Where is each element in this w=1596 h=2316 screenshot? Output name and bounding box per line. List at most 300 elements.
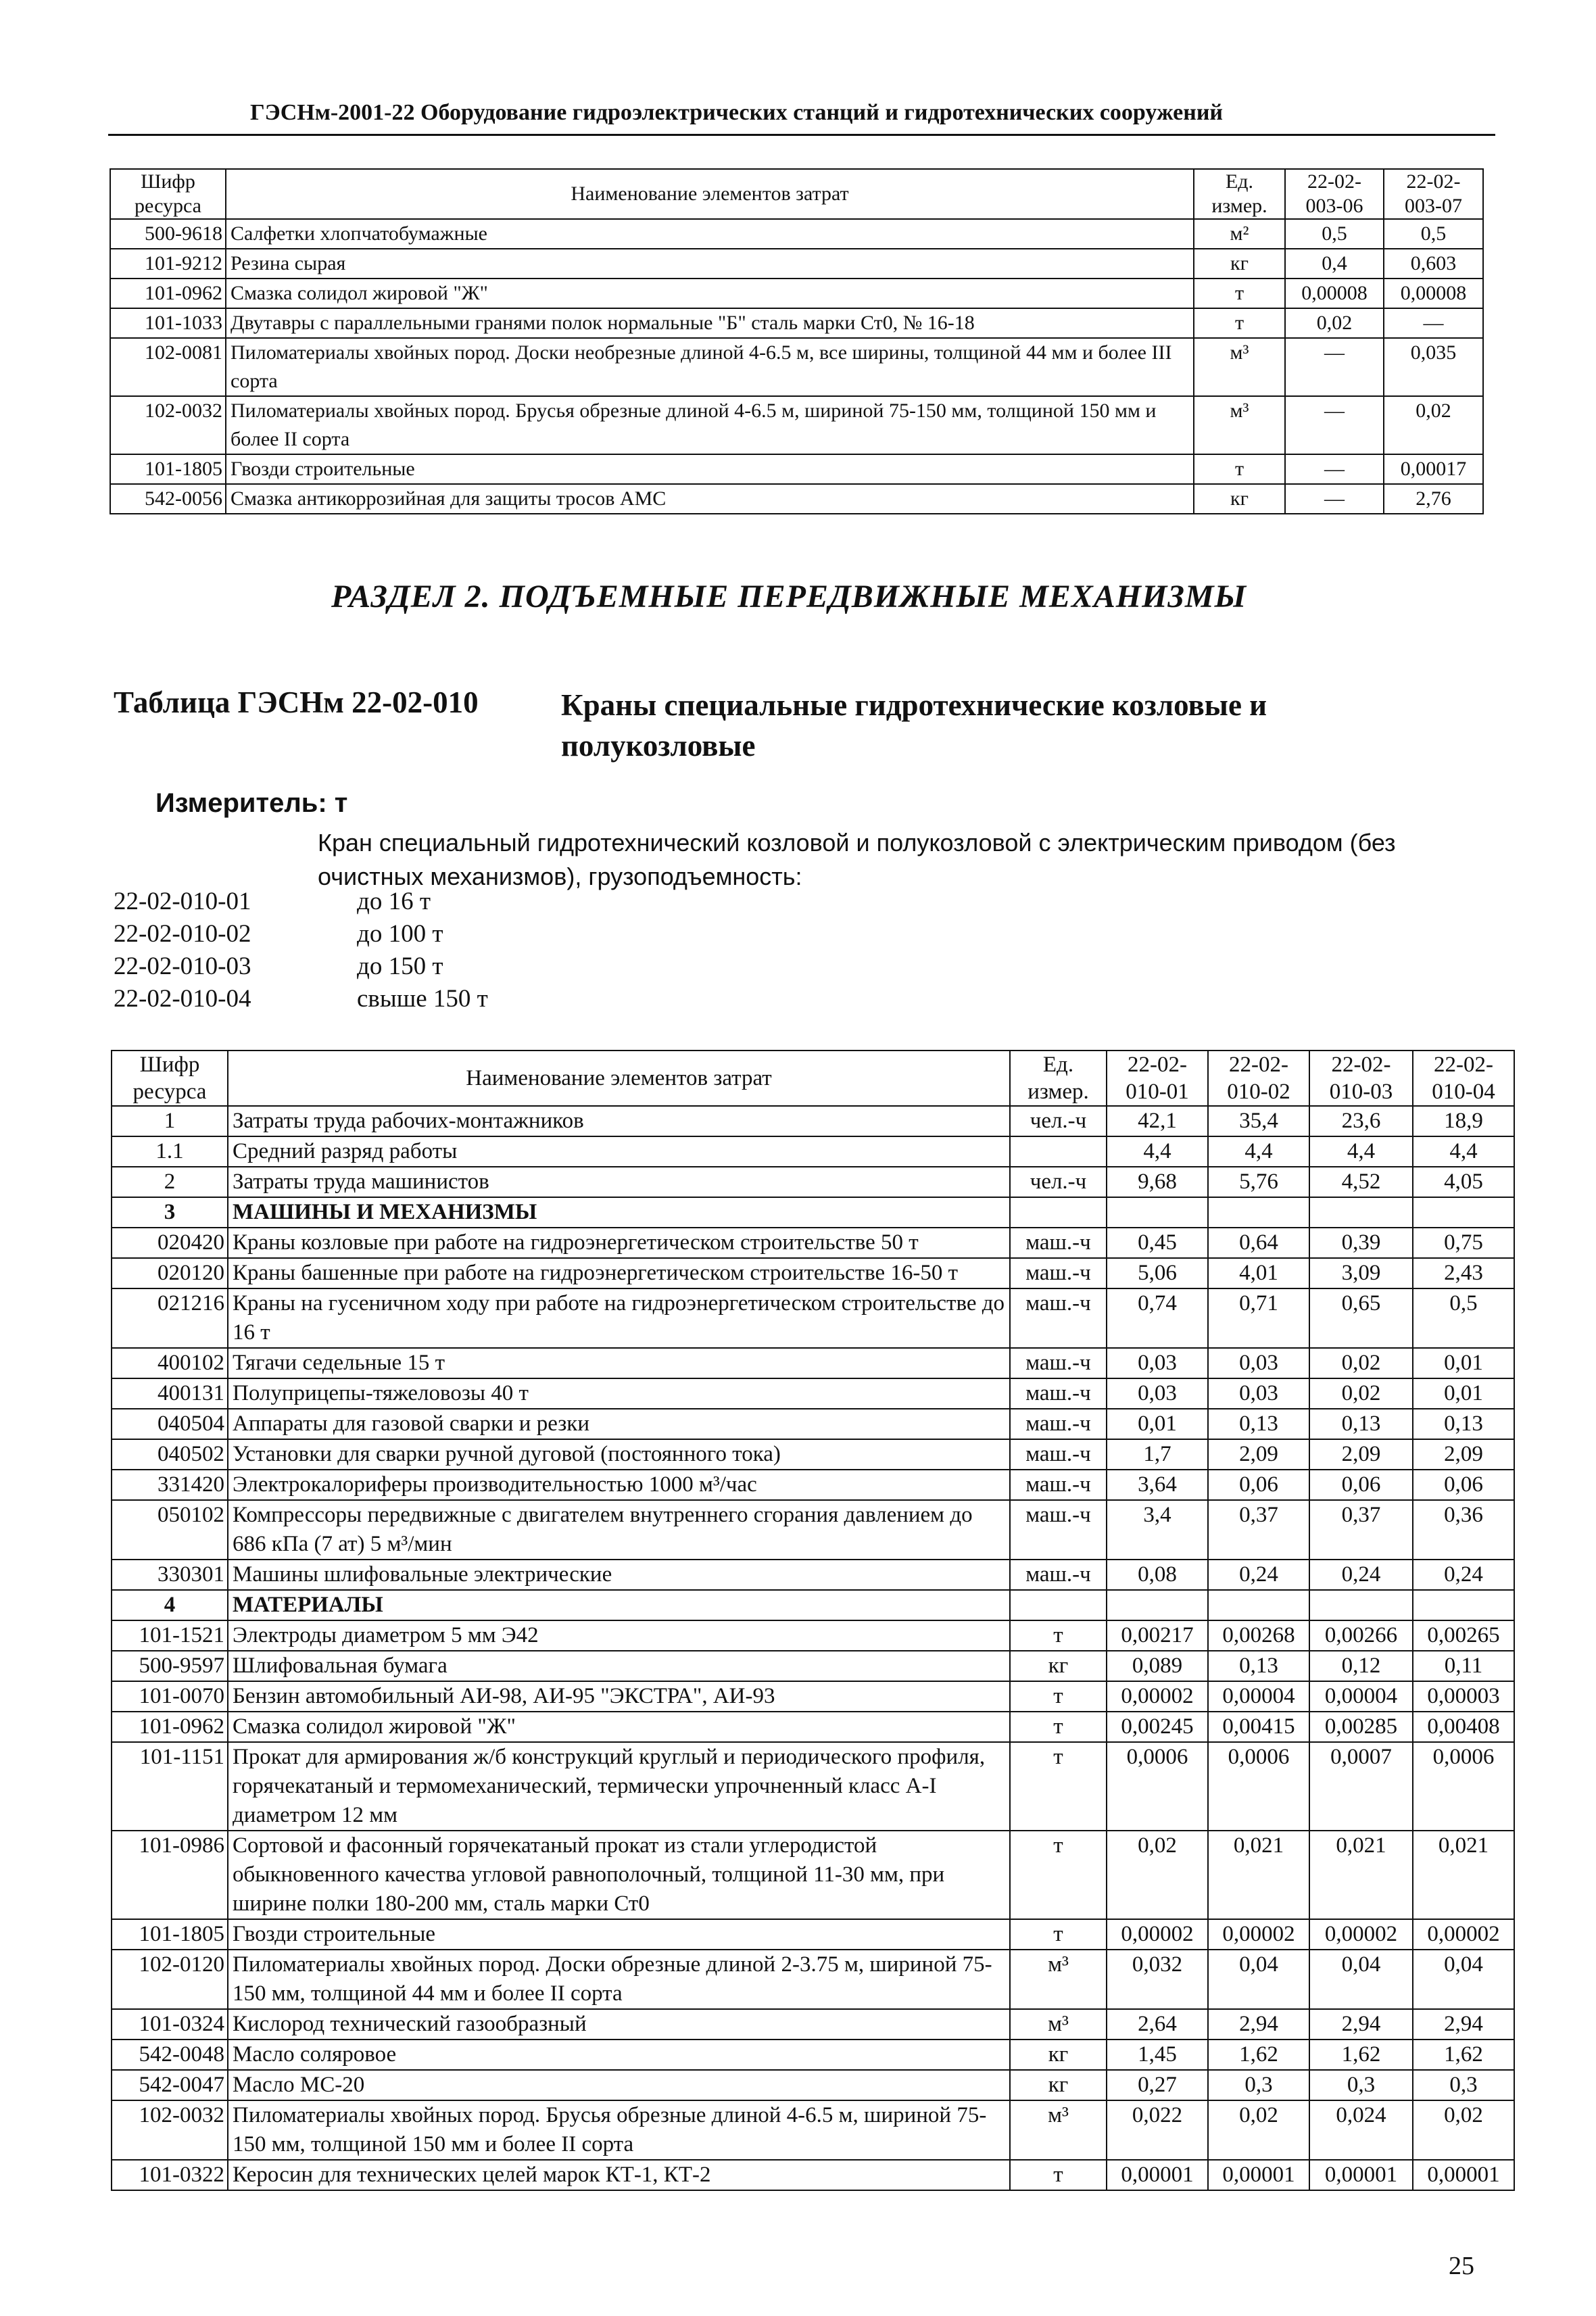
value-variant-1: 0,00002 [1107,1681,1208,1712]
value-variant-2: 35,4 [1208,1106,1309,1136]
value-variant-3: 0,39 [1309,1228,1413,1258]
unit-cell [1010,1590,1107,1620]
value-variant-1: 0,00002 [1107,1919,1208,1950]
table-row [110,484,1483,514]
value-variant-3: 0,13 [1309,1409,1413,1439]
value-variant-3: 2,09 [1309,1439,1413,1470]
value-variant-2 [1208,1590,1309,1620]
table-row [112,1831,1514,1919]
unit-cell: м³ [1010,2100,1107,2160]
resource-code: 400102 [112,1348,228,1378]
value-variant-2: 0,00001 [1208,2160,1309,2190]
value-variant-1: 4,4 [1107,1136,1208,1167]
resource-name: Пиломатериалы хвойных пород. Доски обрезные длиной 2-3.75 м, шириной 75-150 мм, толщиной 44 мм и более II сорта [228,1950,1010,2009]
unit-cell: маш.-ч [1010,1560,1107,1590]
value-variant-3: 23,6 [1309,1106,1413,1136]
value-variant-4: 0,02 [1413,2100,1514,2160]
value-variant-4 [1413,1590,1514,1620]
table-header-row [112,1051,1514,1106]
resource-name: Масло соляровое [228,2040,1010,2070]
value-variant-2: 0,00017 [1384,454,1483,484]
table-row [112,1712,1514,1742]
col-header-variant-2: 22-02-010-02 [1208,1051,1309,1106]
resource-name: Краны на гусеничном ходу при работе на гидроэнергетическом строительстве до 16 т [228,1288,1010,1348]
resource-code: 102-0120 [112,1950,228,2009]
value-variant-3: 0,00002 [1309,1919,1413,1950]
value-variant-3: 0,02 [1309,1378,1413,1409]
resource-code: 1 [112,1106,228,1136]
table-row [112,1439,1514,1470]
value-variant-3: 3,09 [1309,1258,1413,1288]
unit-cell: кг [1194,484,1285,514]
resource-name: Бензин автомобильный АИ-98, АИ-95 "ЭКСТРА", АИ-93 [228,1681,1010,1712]
unit-cell: маш.-ч [1010,1409,1107,1439]
resource-code: 542-0056 [110,484,226,514]
col-header-variant-1: 22-02-003-06 [1285,169,1384,219]
value-variant-1: 1,45 [1107,2040,1208,2070]
value-variant-2: 0,03 [1208,1378,1309,1409]
col-header-variant-1: 22-02-010-01 [1107,1051,1208,1106]
value-variant-1: 3,4 [1107,1500,1208,1560]
value-variant-4: 0,24 [1413,1560,1514,1590]
value-variant-3 [1309,1197,1413,1228]
unit-cell: т [1194,279,1285,308]
value-variant-2: 0,03 [1208,1348,1309,1378]
table-row [110,219,1483,249]
resource-code: 101-1033 [110,308,226,338]
value-variant-2: 0,71 [1208,1288,1309,1348]
resource-code: 400131 [112,1378,228,1409]
resource-name: Электроды диаметром 5 мм Э42 [228,1620,1010,1651]
variant-code: 22-02-010-02 [114,920,251,948]
unit-cell: м³ [1194,338,1285,396]
table-description: Кран специальный гидротехнический козловой и полукозловой с электрическим приводом (без очистных механизмов), грузоподъемность: [318,829,1396,890]
value-variant-2: 0,24 [1208,1560,1309,1590]
value-variant-4: 0,13 [1413,1409,1514,1439]
resource-code: 050102 [112,1500,228,1560]
value-variant-3: 4,52 [1309,1167,1413,1197]
value-variant-3: 0,00266 [1309,1620,1413,1651]
value-variant-2: 0,06 [1208,1470,1309,1500]
resource-code: 102-0032 [110,396,226,454]
value-variant-4: 0,3 [1413,2070,1514,2100]
value-variant-4: 0,0006 [1413,1742,1514,1831]
unit-cell: маш.-ч [1010,1470,1107,1500]
value-variant-3: 0,021 [1309,1831,1413,1919]
resource-code: 101-0962 [110,279,226,308]
table-title: Краны специальные гидротехнические козловые и полукозловые [561,688,1267,763]
resource-name: Краны козловые при работе на гидроэнергетическом строительстве 50 т [228,1228,1010,1258]
value-variant-1: 0,089 [1107,1651,1208,1681]
resource-code: 021216 [112,1288,228,1348]
col-header-variant-2: 22-02-003-07 [1384,169,1483,219]
col-header-code: Шифр ресурса [112,1051,228,1106]
col-header-name: Наименование элементов затрат [228,1051,1010,1106]
value-variant-1: 0,03 [1107,1348,1208,1378]
value-variant-3: 0,02 [1309,1348,1413,1378]
header-rule [108,134,1495,136]
resource-name: Салфетки хлопчатобумажные [226,219,1194,249]
value-variant-2: 2,09 [1208,1439,1309,1470]
value-variant-1: 9,68 [1107,1167,1208,1197]
resource-code: 2 [112,1167,228,1197]
unit-cell: маш.-ч [1010,1228,1107,1258]
value-variant-4: 0,00001 [1413,2160,1514,2190]
value-variant-1: 0,00001 [1107,2160,1208,2190]
value-variant-1: — [1285,454,1384,484]
resource-name: Пиломатериалы хвойных пород. Доски необрезные длиной 4-6.5 м, все ширины, толщиной 44 мм и более III сорта [226,338,1194,396]
resource-code: 101-0986 [112,1831,228,1919]
value-variant-2: 0,00004 [1208,1681,1309,1712]
table-row [112,1136,1514,1167]
value-variant-1 [1107,1197,1208,1228]
unit-cell: т [1010,2160,1107,2190]
col-header-unit: Ед. измер. [1194,169,1285,219]
value-variant-1: 0,00008 [1285,279,1384,308]
table-row [112,1681,1514,1712]
value-variant-3: 0,0007 [1309,1742,1413,1831]
col-header-name: Наименование элементов затрат [226,169,1194,219]
value-variant-1: 2,64 [1107,2009,1208,2040]
value-variant-1: 0,01 [1107,1409,1208,1439]
table-row [112,1950,1514,2009]
unit-cell: м³ [1010,2009,1107,2040]
resource-code: 101-0962 [112,1712,228,1742]
resource-name: Шлифовальная бумага [228,1651,1010,1681]
resource-code: 040504 [112,1409,228,1439]
value-variant-3: 1,62 [1309,2040,1413,2070]
value-variant-4: 4,05 [1413,1167,1514,1197]
resource-name: Компрессоры передвижные с двигателем внутреннего сгорания давлением до 686 кПа (7 ат) 5 м³/мин [228,1500,1010,1560]
value-variant-2: 0,021 [1208,1831,1309,1919]
resource-name: Электрокалориферы производительностью 1000 м³/час [228,1470,1010,1500]
value-variant-2: 0,00415 [1208,1712,1309,1742]
table-row [110,454,1483,484]
running-header: ГЭСНм-2001-22 Оборудование гидроэлектрических станций и гидротехнических сооружений [250,100,1224,125]
resource-name: МАТЕРИАЛЫ [228,1590,1010,1620]
value-variant-2: 0,00268 [1208,1620,1309,1651]
resource-name: Керосин для технических целей марок КТ-1, КТ-2 [228,2160,1010,2190]
value-variant-4: 2,94 [1413,2009,1514,2040]
value-variant-1: 0,02 [1107,1831,1208,1919]
value-variant-1: 0,08 [1107,1560,1208,1590]
resource-code: 102-0032 [112,2100,228,2160]
table-row [112,1560,1514,1590]
value-variant-3: 0,00285 [1309,1712,1413,1742]
variant-text: до 16 т [357,888,431,915]
value-variant-2: 0,37 [1208,1500,1309,1560]
unit-cell [1010,1197,1107,1228]
unit-cell: маш.-ч [1010,1288,1107,1348]
resource-table-003 [110,168,1484,514]
col-header-code: Шифр ресурса [110,169,226,219]
unit-cell: м² [1194,219,1285,249]
value-variant-4: 0,00265 [1413,1620,1514,1651]
value-variant-4: 0,04 [1413,1950,1514,2009]
resource-name: Затраты труда рабочих-монтажников [228,1106,1010,1136]
resource-name: Пиломатериалы хвойных пород. Брусья обрезные длиной 4-6.5 м, шириной 75-150 мм, толщиной 150 мм и более II сорта [226,396,1194,454]
table-row [112,1258,1514,1288]
value-variant-3: 0,65 [1309,1288,1413,1348]
value-variant-2: 0,00008 [1384,279,1483,308]
value-variant-1: — [1285,338,1384,396]
col-header-unit: Ед. измер. [1010,1051,1107,1106]
resource-name: Двутавры с параллельными гранями полок нормальные "Б" сталь марки Ст0, № 16-18 [226,308,1194,338]
value-variant-1: 0,032 [1107,1950,1208,2009]
unit-cell: т [1010,1620,1107,1651]
value-variant-2: 0,603 [1384,249,1483,279]
resource-name: Прокат для армирования ж/б конструкций круглый и периодического профиля, горячекатаный и термомеханический, термически упрочненный класс А-I диаметром 12 мм [228,1742,1010,1831]
value-variant-2: 0,035 [1384,338,1483,396]
unit-cell: т [1194,454,1285,484]
value-variant-4: 0,00002 [1413,1919,1514,1950]
value-variant-1 [1107,1590,1208,1620]
resource-code: 101-0070 [112,1681,228,1712]
variant-item [114,983,488,1015]
value-variant-1: 0,0006 [1107,1742,1208,1831]
value-variant-2: — [1384,308,1483,338]
resource-name: Аппараты для газовой сварки и резки [228,1409,1010,1439]
unit-cell: маш.-ч [1010,1258,1107,1288]
value-variant-3: 0,00001 [1309,2160,1413,2190]
value-variant-1: — [1285,484,1384,514]
value-variant-3: 0,00004 [1309,1681,1413,1712]
unit-cell: кг [1010,1651,1107,1681]
value-variant-3: 2,94 [1309,2009,1413,2040]
table-row [112,2160,1514,2190]
resource-name: Пиломатериалы хвойных пород. Брусья обрезные длиной 4-6.5 м, шириной 75-150 мм, толщиной 150 мм и более II сорта [228,2100,1010,2160]
section-title: РАЗДЕЛ 2. ПОДЪЕМНЫЕ ПЕРЕДВИЖНЫЕ МЕХАНИЗМЫ [331,579,1247,614]
table-row [112,1651,1514,1681]
measure-unit: Измеритель: т [155,788,348,818]
table-row [112,1409,1514,1439]
unit-cell: кг [1194,249,1285,279]
value-variant-2: 2,94 [1208,2009,1309,2040]
table-header-row [110,169,1483,219]
resource-code: 500-9597 [112,1651,228,1681]
value-variant-2: 0,0006 [1208,1742,1309,1831]
unit-cell: кг [1010,2070,1107,2100]
value-variant-2 [1208,1197,1309,1228]
resource-code: 331420 [112,1470,228,1500]
value-variant-3: 0,3 [1309,2070,1413,2100]
variant-list [114,886,488,1015]
value-variant-1: 0,022 [1107,2100,1208,2160]
unit-cell: маш.-ч [1010,1439,1107,1470]
unit-cell: маш.-ч [1010,1500,1107,1560]
table-row [112,2070,1514,2100]
table-row [112,2100,1514,2160]
resource-name: Смазка антикоррозийная для защиты тросов АМС [226,484,1194,514]
unit-cell: маш.-ч [1010,1348,1107,1378]
value-variant-3: 0,24 [1309,1560,1413,1590]
value-variant-2: 0,04 [1208,1950,1309,2009]
resource-code: 101-0324 [112,2009,228,2040]
variant-item [114,950,488,983]
value-variant-1: — [1285,396,1384,454]
unit-cell: т [1010,1831,1107,1919]
variant-text: до 100 т [357,920,443,948]
resource-name: Кислород технический газообразный [228,2009,1010,2040]
unit-cell: м³ [1194,396,1285,454]
table-label: Таблица ГЭСНм 22-02-010 [114,685,479,719]
unit-cell: т [1010,1919,1107,1950]
value-variant-2: 4,01 [1208,1258,1309,1288]
value-variant-1: 0,03 [1107,1378,1208,1409]
value-variant-4 [1413,1197,1514,1228]
table-row [112,1378,1514,1409]
value-variant-2: 0,5 [1384,219,1483,249]
value-variant-3: 4,4 [1309,1136,1413,1167]
resource-name: Смазка солидол жировой "Ж" [226,279,1194,308]
value-variant-4: 18,9 [1413,1106,1514,1136]
table-row [110,308,1483,338]
variant-item [114,918,488,950]
table-row [112,1288,1514,1348]
value-variant-3: 0,06 [1309,1470,1413,1500]
table-row [110,279,1483,308]
table-row [112,1919,1514,1950]
resource-name: Сортовой и фасонный горячекатаный прокат из стали углеродистой обыкновенного качества угловой равнополочный, толщиной 11-30 мм, при ширине полки 180-200 мм, сталь марки Ст0 [228,1831,1010,1919]
value-variant-2: 1,62 [1208,2040,1309,2070]
value-variant-3 [1309,1590,1413,1620]
value-variant-1: 0,5 [1285,219,1384,249]
unit-cell: т [1194,308,1285,338]
variant-text: до 150 т [357,952,443,980]
table-row [112,1500,1514,1560]
value-variant-1: 0,74 [1107,1288,1208,1348]
value-variant-1: 42,1 [1107,1106,1208,1136]
value-variant-2: 0,00002 [1208,1919,1309,1950]
value-variant-4: 0,01 [1413,1348,1514,1378]
resource-name: Смазка солидол жировой "Ж" [228,1712,1010,1742]
table-row [112,1620,1514,1651]
value-variant-4: 0,00408 [1413,1712,1514,1742]
resource-code: 101-1805 [112,1919,228,1950]
resource-name: Масло МС-20 [228,2070,1010,2100]
value-variant-1: 5,06 [1107,1258,1208,1288]
resource-name: Установки для сварки ручной дуговой (постоянного тока) [228,1439,1010,1470]
unit-cell: чел.-ч [1010,1167,1107,1197]
table-row [112,1228,1514,1258]
resource-code: 1.1 [112,1136,228,1167]
unit-cell: чел.-ч [1010,1106,1107,1136]
value-variant-1: 0,45 [1107,1228,1208,1258]
resource-name: Тягачи седельные 15 т [228,1348,1010,1378]
unit-cell: т [1010,1712,1107,1742]
table-row [110,396,1483,454]
resource-code: 020120 [112,1258,228,1288]
resource-code: 542-0048 [112,2040,228,2070]
table-row [112,1106,1514,1136]
variant-code: 22-02-010-04 [114,985,251,1013]
table-row [112,1167,1514,1197]
value-variant-4: 0,06 [1413,1470,1514,1500]
value-variant-4: 4,4 [1413,1136,1514,1167]
unit-cell: т [1010,1681,1107,1712]
table-row [110,338,1483,396]
value-variant-2: 0,64 [1208,1228,1309,1258]
resource-name: Краны башенные при работе на гидроэнергетическом строительстве 16-50 т [228,1258,1010,1288]
resource-code: 102-0081 [110,338,226,396]
value-variant-2: 5,76 [1208,1167,1309,1197]
value-variant-3: 0,04 [1309,1950,1413,2009]
resource-name: Средний разряд работы [228,1136,1010,1167]
unit-cell: кг [1010,2040,1107,2070]
unit-cell: т [1010,1742,1107,1831]
resource-code: 020420 [112,1228,228,1258]
resource-code: 101-1805 [110,454,226,484]
value-variant-4: 0,36 [1413,1500,1514,1560]
value-variant-4: 0,11 [1413,1651,1514,1681]
resource-name: Гвозди строительные [226,454,1194,484]
table-row [110,249,1483,279]
value-variant-1: 1,7 [1107,1439,1208,1470]
resource-code: 3 [112,1197,228,1228]
value-variant-3: 0,12 [1309,1651,1413,1681]
value-variant-3: 0,024 [1309,2100,1413,2160]
resource-name: МАШИНЫ И МЕХАНИЗМЫ [228,1197,1010,1228]
resource-code: 500-9618 [110,219,226,249]
resource-code: 101-9212 [110,249,226,279]
page-number: 25 [1449,2252,1474,2280]
value-variant-4: 0,75 [1413,1228,1514,1258]
value-variant-4: 2,09 [1413,1439,1514,1470]
table-row [112,1590,1514,1620]
table-row [112,2009,1514,2040]
variant-code: 22-02-010-01 [114,888,251,915]
value-variant-3: 0,37 [1309,1500,1413,1560]
resource-code: 101-0322 [112,2160,228,2190]
value-variant-4: 0,00003 [1413,1681,1514,1712]
unit-cell [1010,1136,1107,1167]
variant-code: 22-02-010-03 [114,952,251,980]
value-variant-2: 0,13 [1208,1409,1309,1439]
value-variant-1: 0,02 [1285,308,1384,338]
resource-name: Гвозди строительные [228,1919,1010,1950]
value-variant-4: 2,43 [1413,1258,1514,1288]
value-variant-1: 3,64 [1107,1470,1208,1500]
resource-name: Машины шлифовальные электрические [228,1560,1010,1590]
value-variant-4: 0,5 [1413,1288,1514,1348]
value-variant-2: 4,4 [1208,1136,1309,1167]
resource-code: 4 [112,1590,228,1620]
resource-code: 040502 [112,1439,228,1470]
variant-text: свыше 150 т [357,985,488,1013]
col-header-variant-3: 22-02-010-03 [1309,1051,1413,1106]
unit-cell: м³ [1010,1950,1107,2009]
value-variant-2: 0,02 [1384,396,1483,454]
resource-code: 101-1521 [112,1620,228,1651]
value-variant-1: 0,4 [1285,249,1384,279]
table-row [112,1742,1514,1831]
table-row [112,1348,1514,1378]
resource-name: Затраты труда машинистов [228,1167,1010,1197]
resource-name: Полуприцепы-тяжеловозы 40 т [228,1378,1010,1409]
table-row [112,1470,1514,1500]
value-variant-2: 0,3 [1208,2070,1309,2100]
table-row [112,1197,1514,1228]
value-variant-1: 0,27 [1107,2070,1208,2100]
variant-item [114,886,488,918]
value-variant-2: 0,13 [1208,1651,1309,1681]
table-row [112,2040,1514,2070]
resource-name: Резина сырая [226,249,1194,279]
resource-table-010 [111,1050,1515,2191]
value-variant-1: 0,00245 [1107,1712,1208,1742]
resource-code: 101-1151 [112,1742,228,1831]
value-variant-1: 0,00217 [1107,1620,1208,1651]
